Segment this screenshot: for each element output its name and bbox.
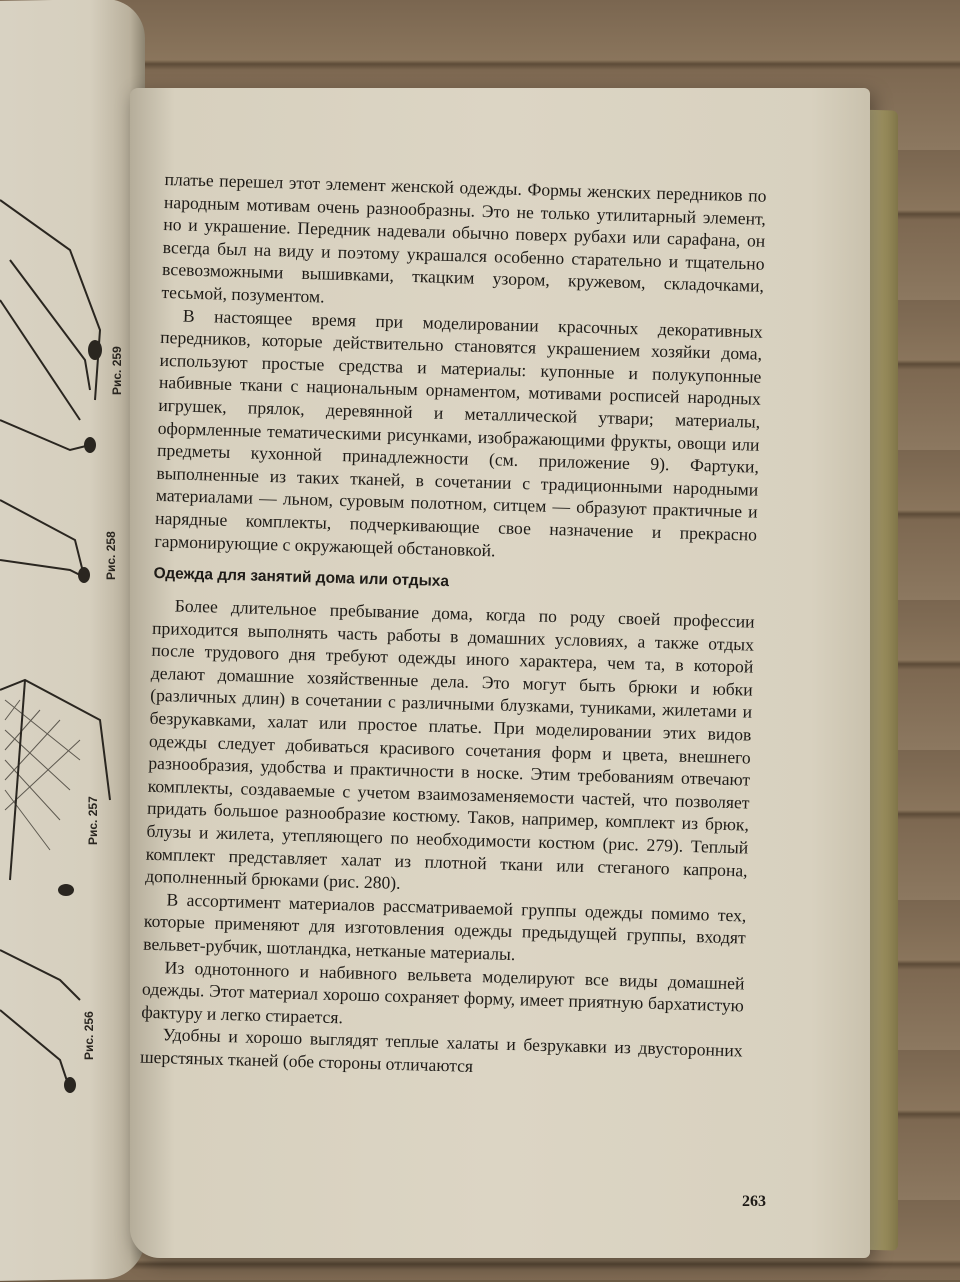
paragraph-continuation: платье перешел этот элемент женской одежды. Формы женских передников по народным мотивам очень разнообразны. Это не только утилитарный элемент, но и украшение. Передник надевали обычно поверх рубахи или сарафана, он всегда был на виду и поэтому украшался особенно старательно и тщательно всевозможными вышивками, ткацким узором, кружевом, складочками, тесьмой, позументом. — [161, 168, 767, 307]
fashion-illustrations — [0, 0, 145, 1280]
paragraph-aprons: В настоящее время при моделировании красочных декоративных передников, которые действительно становятся украшением хозяйки дома, используют простые средства и материалы: купонные и полукупонные набивные ткани с национальным орнаментом, мотивами росписей народных игрушек, прялок, деревянной и металлической утвари; материалы, оформленные тематическими рисунками, изображающими фрукты, овощи или предметы кухонной принадлежности (см. приложение 9). Фартуки, выполненные из таких тканей, в сочетании с традиционными народными материалами — льном, суровым полотном, ситцем — образуют практичные и нарядные комплекты, подчеркивающие свое назначение и прекрасно гармонирующие с окружающей обстановкой. — [154, 305, 763, 560]
paragraph-velvet: Из однотонного и набивного вельвета моделируют все виды домашней одежды. Этот материал хорошо сохраняет форму, имеет приятную бархатистую фактуру и легко стирается. — [141, 956, 745, 1028]
figure-outline-2 — [10, 260, 90, 390]
paragraph-materials: В ассортимент материалов рассматриваемой группы одежды помимо тех, которые применяют для изготовления одежды предыдущей группы, входят вельвет-рубчик, шотландка, нетканые материалы. — [143, 889, 747, 965]
paragraph-home-leisure: Более длительное пребывание дома, когда по роду своей профессии приходится выполнять часть работы в домашних условиях, а также отдых после трудового дня требуют одежды иного характера, чем та, в которой делают домашние хозяйственные дела. Это могут быть брюки и юбки (различных длин) в сочетании с различными блузками, туниками, жилетами и безрукавками, халат или простое платье. При моделировании этих видов одежды следует добиваться красивого сочетания форм и цвета, внешнего разнообразия, удобства и практичности в носке. Этим требованиям отвечают комплекты, создаваемые с учетом взаимозаменяемости частей, что позволяет придать большое разнообразие костюму. Таков, например, комплект из брюк, блузы и жилета, утепляющего по необходимости костюм (рис. 279). Теплый комплект представляет халат из плотной ткани или стеганого капрона, дополненный брюками (рис. 280). — [144, 595, 755, 894]
figure-outline-4 — [0, 950, 80, 1000]
figure-label-259: Рис. 259 — [110, 346, 124, 395]
figure-outline-1 — [0, 200, 100, 400]
page-number: 263 — [742, 1193, 766, 1210]
section-heading: Одежда для занятий дома или отдыха — [153, 564, 450, 591]
figure-label-256: Рис. 256 — [82, 1011, 96, 1060]
page-text — [140, 168, 767, 1085]
paragraph-robes: Удобны и хорошо выглядят теплые халаты и безрукавки из двусторонних шерстяных тканей (обе стороны отличаются — [139, 1024, 743, 1076]
figure-outline-3 — [0, 420, 90, 450]
figure-label-258: Рис. 258 — [104, 531, 118, 580]
figure-label-257: Рис. 257 — [86, 796, 100, 845]
